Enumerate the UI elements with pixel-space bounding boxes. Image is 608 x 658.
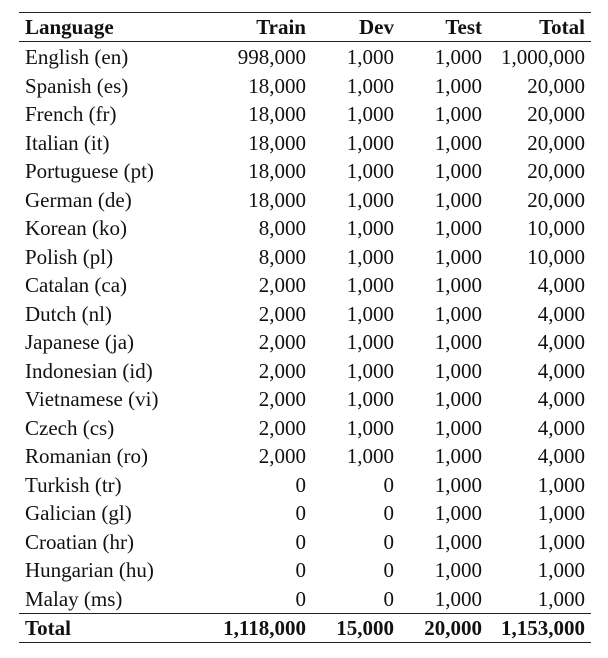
cell-test: 1,000 bbox=[434, 330, 482, 354]
cell-dev: 1,000 bbox=[346, 102, 394, 126]
cell-dev: 1,000 bbox=[346, 244, 394, 269]
cell-dev: 1,000 bbox=[346, 130, 394, 155]
cell-train: 0 bbox=[295, 558, 306, 582]
table-row bbox=[19, 300, 591, 329]
cell-language: Italian (it) bbox=[25, 130, 110, 155]
cell-test: 1,000 bbox=[434, 130, 482, 155]
cell-dev: 0 bbox=[383, 472, 394, 497]
total-row bbox=[19, 614, 591, 643]
cell-dev: 1,000 bbox=[346, 187, 394, 212]
cell-train: 8,000 bbox=[258, 244, 306, 269]
cell-total: 1,000 bbox=[537, 586, 585, 611]
cell-dev: 1,000 bbox=[346, 444, 394, 468]
cell-test: 1,000 bbox=[434, 472, 482, 497]
cell-total: 1,000 bbox=[537, 529, 585, 554]
cell-test: 1,000 bbox=[434, 358, 482, 383]
cell-language: Czech (cs) bbox=[25, 415, 115, 440]
table-row bbox=[19, 442, 591, 471]
cell-test: 1,000 bbox=[434, 102, 482, 126]
cell-total: 4,000 bbox=[537, 301, 585, 326]
cell-test: 1,000 bbox=[434, 273, 482, 297]
cell-dev: 1,000 bbox=[346, 159, 394, 183]
cell-language: German (de) bbox=[25, 187, 132, 212]
total-total: 1,153,000 bbox=[501, 616, 585, 640]
cell-test: 1,000 bbox=[434, 244, 482, 269]
cell-total: 20,000 bbox=[527, 130, 585, 155]
header-total: Total bbox=[539, 15, 585, 39]
cell-test: 1,000 bbox=[434, 558, 482, 582]
table-row bbox=[19, 471, 591, 500]
header-dev: Dev bbox=[359, 15, 394, 39]
cell-train: 0 bbox=[295, 586, 306, 611]
table-row bbox=[19, 585, 591, 614]
cell-train: 18,000 bbox=[248, 159, 306, 183]
cell-train: 18,000 bbox=[248, 102, 306, 126]
header-train: Train bbox=[256, 15, 306, 39]
cell-dev: 1,000 bbox=[346, 45, 394, 69]
cell-test: 1,000 bbox=[434, 301, 482, 326]
header-language: Language bbox=[25, 15, 114, 39]
cell-language: Portuguese (pt) bbox=[25, 159, 154, 183]
table-row bbox=[19, 186, 591, 215]
total-dev: 15,000 bbox=[336, 616, 394, 640]
cell-train: 2,000 bbox=[258, 387, 306, 411]
table-row bbox=[19, 214, 591, 243]
cell-test: 1,000 bbox=[434, 387, 482, 411]
dataset-split-table-container bbox=[19, 12, 591, 643]
cell-dev: 1,000 bbox=[346, 415, 394, 440]
cell-total: 1,000 bbox=[537, 501, 585, 525]
cell-total: 20,000 bbox=[527, 102, 585, 126]
cell-test: 1,000 bbox=[434, 216, 482, 240]
table-row bbox=[19, 100, 591, 129]
cell-dev: 0 bbox=[383, 558, 394, 582]
cell-dev: 1,000 bbox=[346, 273, 394, 297]
cell-total: 1,000,000 bbox=[501, 45, 585, 69]
cell-train: 18,000 bbox=[248, 187, 306, 212]
cell-language: Catalan (ca) bbox=[25, 273, 128, 297]
cell-total: 4,000 bbox=[537, 444, 585, 468]
cell-language: Indonesian (id) bbox=[25, 358, 153, 383]
cell-train: 998,000 bbox=[237, 45, 306, 69]
cell-language: Korean (ko) bbox=[25, 216, 128, 240]
cell-total: 1,000 bbox=[537, 472, 585, 497]
table-row bbox=[19, 243, 591, 272]
cell-total: 10,000 bbox=[527, 244, 585, 269]
cell-total: 20,000 bbox=[527, 159, 585, 183]
cell-total: 4,000 bbox=[537, 358, 585, 383]
cell-language: English (en) bbox=[25, 45, 129, 69]
cell-test: 1,000 bbox=[434, 501, 482, 525]
cell-dev: 1,000 bbox=[346, 358, 394, 383]
total-test: 20,000 bbox=[424, 616, 482, 640]
cell-language: Hungarian (hu) bbox=[25, 558, 154, 582]
cell-test: 1,000 bbox=[434, 73, 482, 98]
cell-train: 2,000 bbox=[258, 444, 306, 468]
cell-language: Dutch (nl) bbox=[25, 301, 112, 326]
cell-test: 1,000 bbox=[434, 586, 482, 611]
table-row bbox=[19, 385, 591, 414]
cell-dev: 1,000 bbox=[346, 301, 394, 326]
table-row bbox=[19, 271, 591, 300]
cell-language: Spanish (es) bbox=[25, 73, 129, 98]
cell-test: 1,000 bbox=[434, 444, 482, 468]
cell-train: 0 bbox=[295, 529, 306, 554]
cell-language: Turkish (tr) bbox=[25, 472, 122, 497]
cell-dev: 1,000 bbox=[346, 73, 394, 98]
table-row bbox=[19, 414, 591, 443]
cell-total: 20,000 bbox=[527, 187, 585, 212]
cell-test: 1,000 bbox=[434, 187, 482, 212]
cell-language: Japanese (ja) bbox=[25, 330, 135, 354]
cell-total: 4,000 bbox=[537, 330, 585, 354]
cell-train: 2,000 bbox=[258, 330, 306, 354]
table-row bbox=[19, 129, 591, 158]
cell-total: 10,000 bbox=[527, 216, 585, 240]
cell-total: 1,000 bbox=[537, 558, 585, 582]
total-label: Total bbox=[25, 616, 71, 640]
table-body bbox=[19, 42, 591, 614]
header-row bbox=[19, 13, 591, 42]
cell-dev: 1,000 bbox=[346, 330, 394, 354]
cell-test: 1,000 bbox=[434, 415, 482, 440]
table-row bbox=[19, 556, 591, 585]
table-row bbox=[19, 42, 591, 72]
cell-language: Polish (pl) bbox=[25, 244, 114, 269]
cell-train: 2,000 bbox=[258, 415, 306, 440]
cell-test: 1,000 bbox=[434, 159, 482, 183]
cell-dev: 0 bbox=[383, 501, 394, 525]
cell-language: Croatian (hr) bbox=[25, 529, 135, 554]
table-row bbox=[19, 157, 591, 186]
cell-dev: 0 bbox=[383, 529, 394, 554]
cell-total: 4,000 bbox=[537, 415, 585, 440]
dataset-split-table bbox=[19, 12, 591, 643]
cell-total: 4,000 bbox=[537, 273, 585, 297]
cell-language: Galician (gl) bbox=[25, 501, 132, 525]
cell-language: Romanian (ro) bbox=[25, 444, 149, 468]
cell-total: 4,000 bbox=[537, 387, 585, 411]
header-test: Test bbox=[445, 15, 482, 39]
cell-train: 0 bbox=[295, 501, 306, 525]
cell-train: 8,000 bbox=[258, 216, 306, 240]
total-train: 1,118,000 bbox=[223, 616, 306, 640]
table-row bbox=[19, 328, 591, 357]
table-row bbox=[19, 528, 591, 557]
cell-test: 1,000 bbox=[434, 45, 482, 69]
cell-dev: 1,000 bbox=[346, 387, 394, 411]
table-row bbox=[19, 72, 591, 101]
cell-dev: 1,000 bbox=[346, 216, 394, 240]
cell-train: 2,000 bbox=[258, 301, 306, 326]
cell-train: 18,000 bbox=[248, 130, 306, 155]
cell-train: 0 bbox=[295, 472, 306, 497]
cell-total: 20,000 bbox=[527, 73, 585, 98]
cell-language: Malay (ms) bbox=[25, 586, 123, 611]
cell-dev: 0 bbox=[383, 586, 394, 611]
cell-train: 18,000 bbox=[248, 73, 306, 98]
table-row bbox=[19, 499, 591, 528]
cell-language: Vietnamese (vi) bbox=[25, 387, 159, 411]
cell-train: 2,000 bbox=[258, 358, 306, 383]
cell-train: 2,000 bbox=[258, 273, 306, 297]
cell-language: French (fr) bbox=[25, 102, 117, 126]
cell-test: 1,000 bbox=[434, 529, 482, 554]
table-row bbox=[19, 357, 591, 386]
